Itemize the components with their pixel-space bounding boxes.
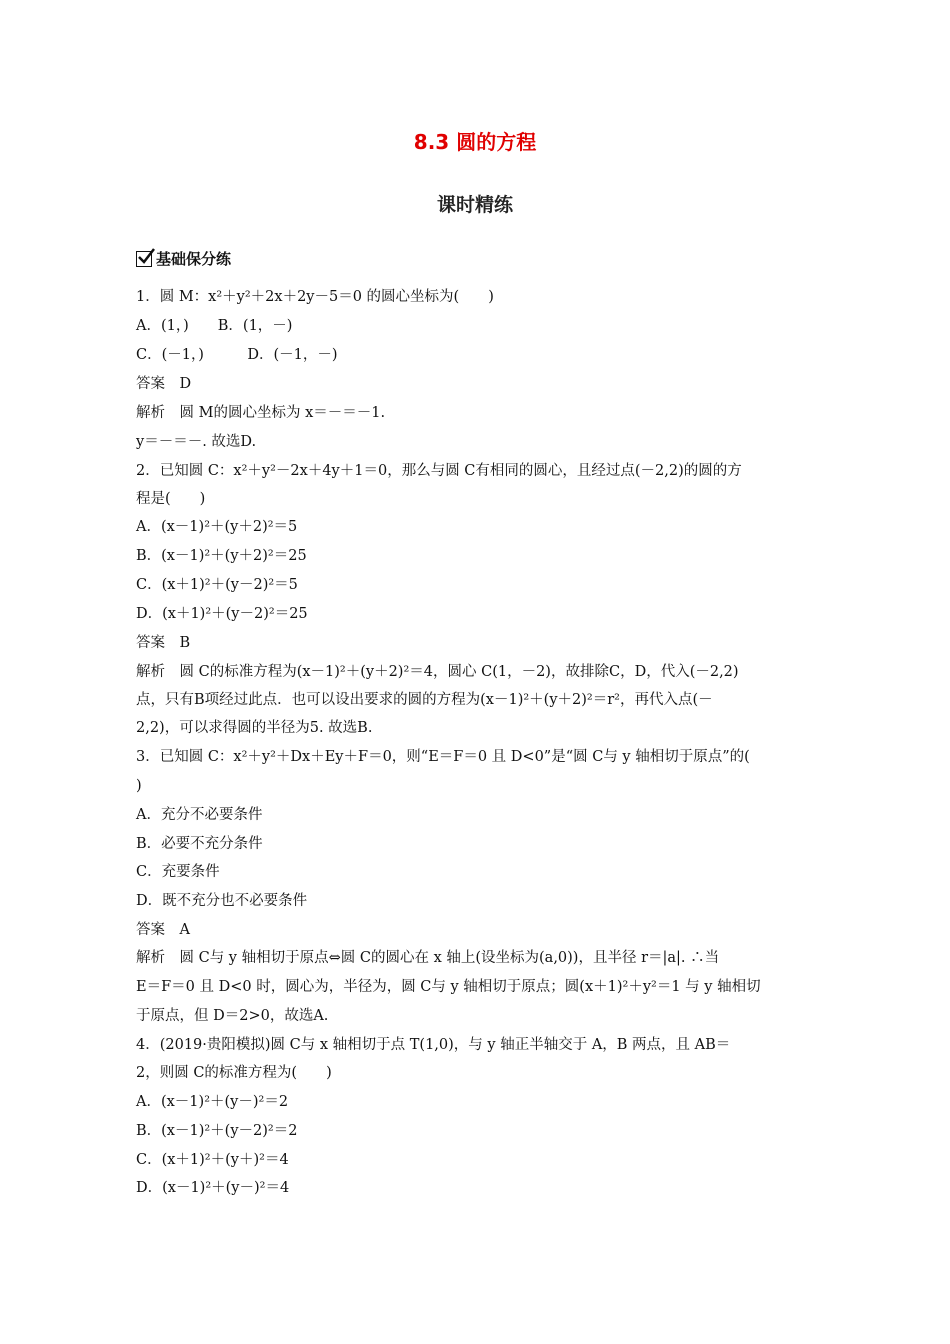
text-line: A．(x－1)²＋(y－)²＝2 bbox=[136, 1094, 289, 1110]
text-line: 答案 D bbox=[136, 376, 192, 392]
text-line: D．既不充分也不必要条件 bbox=[136, 893, 308, 909]
text-line: A．充分不必要条件 bbox=[136, 807, 263, 823]
text-line: A．(x－1)²＋(y＋2)²＝5 bbox=[136, 519, 298, 535]
text-line: C．(x＋1)²＋(y－2)²＝5 bbox=[136, 577, 298, 593]
text-line: 2，则圆 C的标准方程为( ) bbox=[136, 1065, 332, 1081]
text-line: C．(x＋1)²＋(y＋)²＝4 bbox=[136, 1152, 289, 1168]
page-title: 8.3 圆的方程 bbox=[413, 130, 537, 154]
text-line: 2,2)，可以求得圆的半径为5. 故选B. bbox=[136, 720, 373, 736]
page-subtitle: 课时精练 bbox=[436, 194, 513, 216]
text-line: C．充要条件 bbox=[136, 864, 220, 880]
text-line: 3．已知圆 C：x²＋y²＋Dx＋Ey＋F＝0，则“E＝F＝0 且 D<0”是“圆 C与 y 轴相切于原点”的( bbox=[136, 749, 750, 765]
checkmark-icon bbox=[136, 251, 152, 267]
text-line: 答案 B bbox=[136, 635, 191, 651]
text-line: A．(1，) B．(1，－) bbox=[136, 318, 293, 334]
text-line: C．(－1，) D．(－1，－) bbox=[136, 347, 338, 363]
text-line: y＝－＝－. 故选D. bbox=[136, 434, 257, 450]
text-line: 点，只有B项经过此点．也可以设出要求的圆的方程为(x－1)²＋(y＋2)²＝r²，再代入点(－ bbox=[136, 692, 713, 708]
text-line: 1．圆 M：x²＋y²＋2x＋2y－5＝0 的圆心坐标为( ) bbox=[136, 289, 494, 305]
text-line: B．(x－1)²＋(y＋2)²＝25 bbox=[136, 548, 307, 564]
text-line: 程是( ) bbox=[136, 491, 206, 507]
section-label: 基础保分练 bbox=[156, 250, 232, 268]
text-line: 解析 圆 M的圆心坐标为 x＝－＝－1. bbox=[136, 405, 386, 421]
text-line: 答案 A bbox=[136, 922, 190, 938]
section-header bbox=[136, 248, 231, 269]
text-line: 4．(2019·贵阳模拟)圆 C与 x 轴相切于点 T(1,0)，与 y 轴正半轴交于 A，B 两点，且 AB＝ bbox=[136, 1037, 731, 1053]
text-line: D．(x－1)²＋(y－)²＝4 bbox=[136, 1180, 290, 1196]
text-line: B．必要不充分条件 bbox=[136, 836, 263, 852]
text-line: B．(x－1)²＋(y－2)²＝2 bbox=[136, 1123, 298, 1139]
text-line: 于原点，但 D＝2>0，故选A. bbox=[136, 1008, 329, 1024]
text-line: ) bbox=[136, 778, 142, 794]
text-line: D．(x＋1)²＋(y－2)²＝25 bbox=[136, 606, 308, 622]
text-line: 解析 圆 C与 y 轴相切于原点⇔圆 C的圆心在 x 轴上(设坐标为(a,0))，且半径 r＝|a|. ∴当 bbox=[136, 950, 720, 966]
text-line: 2．已知圆 C：x²＋y²－2x＋4y＋1＝0，那么与圆 C有相同的圆心，且经过点(－2,2)的圆的方 bbox=[136, 463, 742, 479]
text-line: 解析 圆 C的标准方程为(x－1)²＋(y＋2)²＝4，圆心 C(1，－2)，故排除C，D，代入(－2,2) bbox=[136, 664, 739, 680]
text-line: E＝F＝0 且 D<0 时，圆心为，半径为，圆 C与 y 轴相切于原点；圆(x＋1)²＋y²＝1 与 y 轴相切 bbox=[136, 979, 761, 995]
